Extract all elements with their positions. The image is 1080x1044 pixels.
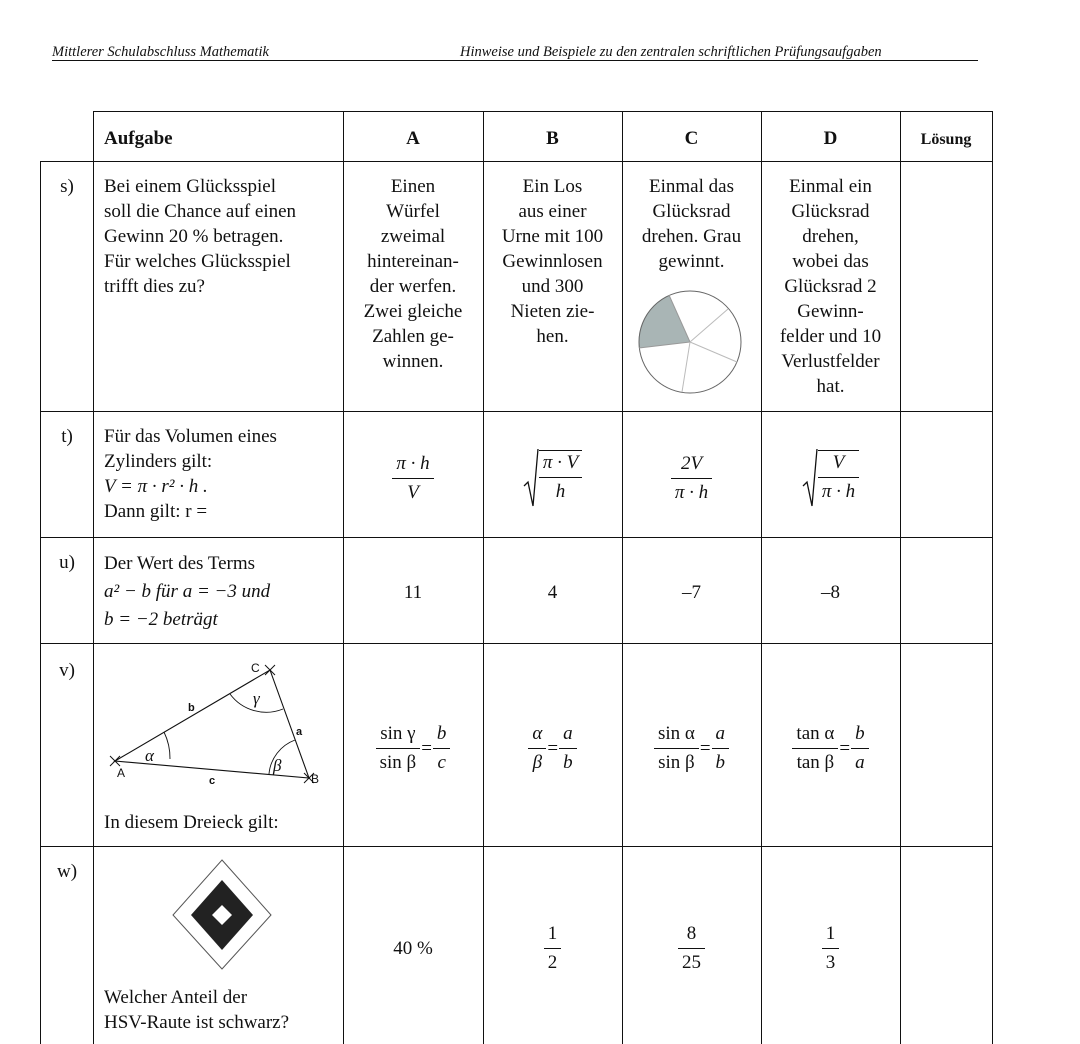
side-label-a: a bbox=[296, 726, 303, 738]
answer-line: und 300 bbox=[521, 276, 584, 297]
col-header-loesung: Lösung bbox=[920, 131, 972, 148]
answer-line: Gewinn- bbox=[797, 301, 864, 322]
frac-num: a bbox=[563, 722, 573, 744]
row-label-v: v) bbox=[59, 660, 75, 681]
grid-line bbox=[40, 411, 993, 412]
vertex-label-c: C bbox=[251, 661, 260, 675]
frac-num: α bbox=[532, 722, 543, 744]
row-label-u: u) bbox=[59, 552, 75, 573]
task-w bbox=[104, 985, 289, 1035]
glucksrad-wheel bbox=[634, 288, 746, 396]
side-label-b: b bbox=[188, 702, 195, 714]
task-line: Für das Volumen eines bbox=[104, 426, 277, 447]
answer-line: Zahlen ge- bbox=[372, 326, 454, 347]
col-header-a: A bbox=[406, 128, 420, 149]
answer-w-b bbox=[483, 918, 622, 978]
grid-line bbox=[40, 643, 993, 644]
answer-line: Glücksrad bbox=[791, 201, 870, 222]
col-header-c: C bbox=[684, 128, 699, 149]
col-header-d: D bbox=[823, 128, 838, 149]
frac-den: sin β bbox=[658, 751, 695, 773]
frac-num: a bbox=[715, 722, 726, 744]
header-rule bbox=[52, 60, 978, 61]
sqrt-icon bbox=[523, 446, 539, 508]
answer-s-a bbox=[343, 174, 483, 374]
task-line: Welcher Anteil der bbox=[104, 987, 248, 1008]
vertex-label-b: B bbox=[311, 772, 320, 786]
frac-num: tan α bbox=[796, 722, 835, 744]
answer-line: aus einer bbox=[518, 201, 587, 222]
angle-label-gamma: γ bbox=[253, 689, 260, 708]
wheel-gray-sector bbox=[639, 295, 690, 348]
frac-den: c bbox=[437, 751, 446, 773]
header-right: Hinweise und Beispiele zu den zentralen schriftlichen Prüfungsaufgaben bbox=[460, 44, 882, 60]
frac-den: 3 bbox=[825, 951, 836, 973]
answer-line: Einmal das bbox=[649, 176, 734, 197]
frac-num: sin α bbox=[657, 722, 695, 744]
hsv-raute-icon bbox=[170, 857, 274, 971]
task-line: V = π · r² · h . bbox=[104, 476, 208, 497]
grid-line bbox=[40, 161, 993, 162]
grid-line bbox=[900, 111, 901, 1044]
answer-line: felder und 10 bbox=[779, 326, 882, 347]
equals-sign: = bbox=[839, 737, 851, 759]
angle-label-alpha: α bbox=[145, 746, 154, 765]
task-line: HSV-Raute ist schwarz? bbox=[104, 1012, 290, 1033]
grid-line bbox=[40, 537, 993, 538]
triangle-figure bbox=[105, 660, 330, 790]
answer-line: zweimal bbox=[380, 226, 446, 247]
frac-num: sin γ bbox=[380, 722, 416, 744]
frac-num: π · V bbox=[542, 452, 579, 473]
answer-line: Gewinnlosen bbox=[502, 251, 603, 272]
frac-den: sin β bbox=[379, 751, 417, 773]
answer-line: Nieten zie- bbox=[510, 301, 595, 322]
answer-line: drehen, bbox=[802, 226, 859, 247]
vertex-label-a: A bbox=[117, 766, 126, 780]
side-label-c: c bbox=[209, 775, 216, 787]
row-label-t: t) bbox=[61, 426, 73, 447]
answer-line: hintereinan- bbox=[367, 251, 459, 272]
task-u bbox=[104, 550, 270, 634]
answer-line: wobei das bbox=[792, 251, 869, 272]
task-line: Dann gilt: r = bbox=[104, 501, 208, 522]
grid-line bbox=[40, 161, 41, 1044]
frac-num: 8 bbox=[686, 922, 697, 944]
frac-den: π · h bbox=[674, 481, 709, 503]
answer-line: Urne mit 100 bbox=[501, 226, 604, 247]
answer-line: Zwei gleiche bbox=[363, 301, 463, 322]
answer-line: Einmal ein bbox=[789, 176, 872, 197]
col-header-aufgabe: Aufgabe bbox=[104, 128, 173, 149]
grid-line bbox=[93, 111, 993, 112]
answer-t-c bbox=[622, 448, 761, 508]
task-t bbox=[104, 424, 277, 524]
frac-num: V bbox=[832, 452, 845, 473]
answer-w-c bbox=[622, 918, 761, 978]
wheel-divider bbox=[690, 309, 728, 342]
frac-den: h bbox=[555, 481, 566, 502]
frac-den: π · h bbox=[821, 481, 856, 502]
frac-num: b bbox=[855, 722, 865, 744]
answer-v-d bbox=[761, 718, 900, 778]
answer-line: hen. bbox=[536, 326, 569, 347]
answer-u-c: –7 bbox=[682, 582, 701, 603]
answer-t-b bbox=[483, 444, 622, 510]
answer-line: Verlustfelder bbox=[781, 351, 880, 372]
equals-sign: = bbox=[547, 737, 559, 759]
row-label-w: w) bbox=[56, 861, 78, 882]
row-label-s: s) bbox=[60, 176, 74, 197]
header-left: Mittlerer Schulabschluss Mathematik bbox=[52, 44, 269, 60]
col-header-b: B bbox=[546, 128, 559, 149]
answer-u-a: 11 bbox=[403, 582, 423, 603]
frac-den: b bbox=[715, 751, 726, 773]
grid-line bbox=[992, 111, 993, 1044]
wheel-divider bbox=[682, 342, 690, 392]
task-line: Gewinn 20 % betragen. bbox=[104, 226, 284, 247]
angle-label-beta: β bbox=[273, 756, 282, 775]
answer-line: drehen. Grau bbox=[641, 226, 742, 247]
task-line: a² − b für a = −3 und bbox=[104, 581, 271, 602]
grid-line bbox=[40, 846, 993, 847]
task-line: b = −2 beträgt bbox=[104, 609, 218, 630]
task-v: In diesem Dreieck gilt: bbox=[104, 812, 279, 833]
answer-line: Glücksrad bbox=[652, 201, 731, 222]
frac-den: b bbox=[563, 751, 573, 773]
task-line: Bei einem Glücksspiel bbox=[104, 176, 277, 197]
frac-den: β bbox=[532, 751, 543, 773]
task-s bbox=[104, 174, 296, 299]
sqrt-icon bbox=[802, 446, 818, 508]
answer-w-d bbox=[761, 918, 900, 978]
answer-line: Glücksrad 2 bbox=[784, 276, 877, 297]
answer-v-a bbox=[343, 718, 483, 778]
answer-v-c bbox=[622, 718, 761, 778]
grid-line bbox=[93, 111, 94, 1044]
frac-num: π · h bbox=[396, 452, 430, 474]
answer-line: Würfel bbox=[386, 201, 440, 222]
answer-line: Einen bbox=[390, 176, 436, 197]
task-line: Der Wert des Terms bbox=[104, 553, 256, 574]
answer-t-a bbox=[343, 448, 483, 508]
answer-s-b bbox=[483, 174, 622, 349]
task-line: Für welches Glücksspiel bbox=[104, 251, 291, 272]
frac-num: 1 bbox=[825, 922, 836, 944]
angle-alpha-arc bbox=[164, 732, 170, 759]
answer-s-c bbox=[622, 174, 761, 274]
frac-den: a bbox=[855, 751, 865, 773]
answer-u-d: –8 bbox=[821, 582, 840, 603]
answer-line: der werfen. bbox=[369, 276, 457, 297]
answer-u-b: 4 bbox=[547, 582, 558, 603]
frac-den: 2 bbox=[547, 951, 558, 973]
equals-sign: = bbox=[699, 737, 711, 759]
answer-line: Ein Los bbox=[522, 176, 583, 197]
frac-num: b bbox=[436, 722, 447, 744]
frac-den: 25 bbox=[682, 951, 701, 973]
task-line: trifft dies zu? bbox=[104, 276, 205, 297]
frac-num: 2V bbox=[680, 452, 703, 474]
answer-s-d bbox=[761, 174, 900, 399]
answer-line: winnen. bbox=[382, 351, 444, 372]
frac-den: V bbox=[407, 481, 419, 503]
task-line: soll die Chance auf einen bbox=[104, 201, 297, 222]
task-line: Zylinders gilt: bbox=[104, 451, 213, 472]
wheel-divider bbox=[690, 342, 737, 362]
answer-w-a: 40 % bbox=[393, 938, 433, 959]
equals-sign: = bbox=[421, 737, 432, 759]
answer-line: hat. bbox=[816, 376, 845, 397]
frac-num: 1 bbox=[547, 922, 558, 944]
answer-line: gewinnt. bbox=[658, 251, 725, 272]
vertex-marks bbox=[110, 665, 314, 783]
answer-t-d bbox=[761, 444, 900, 510]
answer-v-b bbox=[483, 718, 622, 778]
frac-den: tan β bbox=[796, 751, 835, 773]
